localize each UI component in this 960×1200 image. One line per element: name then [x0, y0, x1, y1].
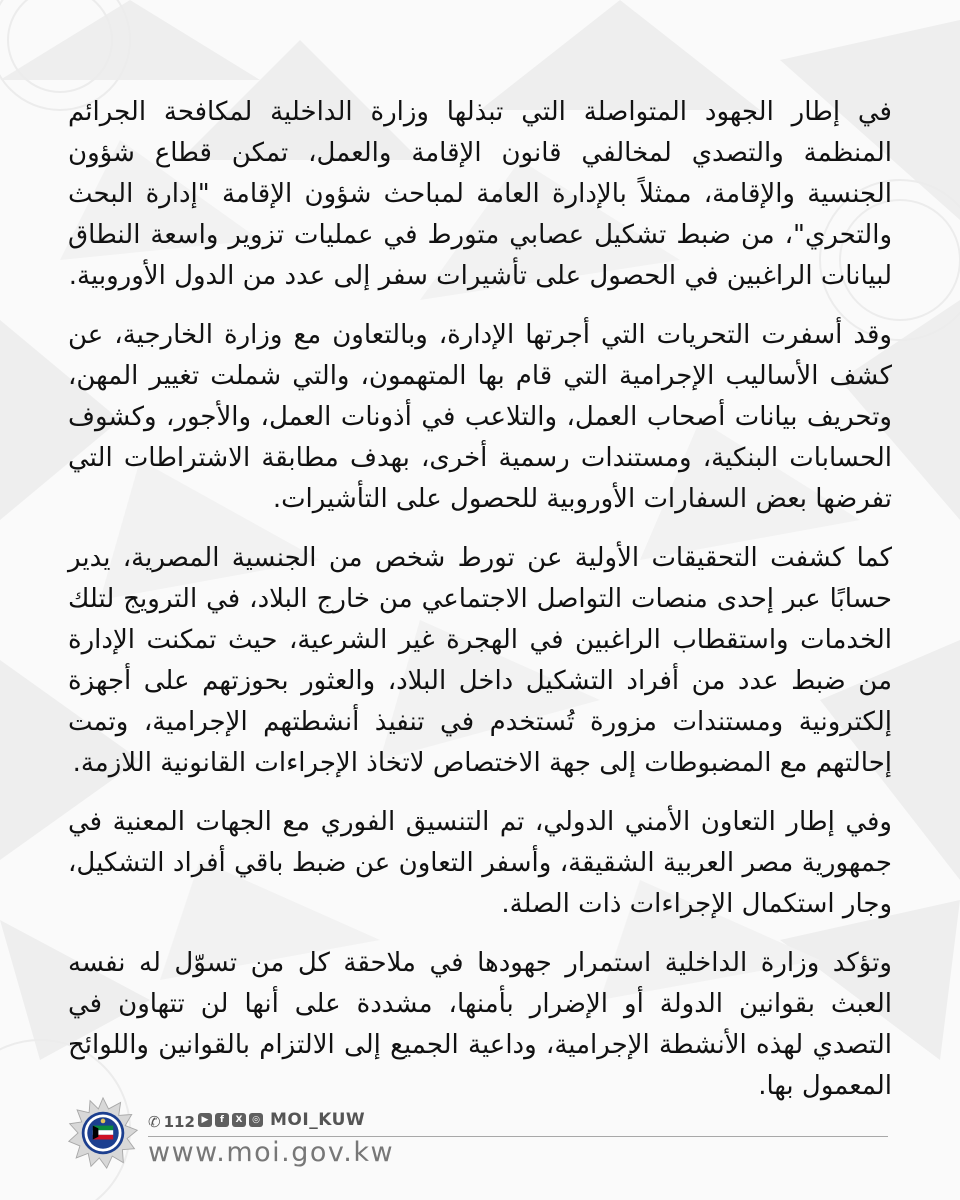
x-icon[interactable]: X [232, 1113, 246, 1127]
instagram-icon[interactable]: ◎ [249, 1113, 263, 1127]
footer [0, 1080, 960, 1200]
article-paragraph: كما كشفت التحقيقات الأولية عن تورط شخص من الجنسية المصرية، يدير حسابًا عبر إحدى منصات التواصل الاجتماعي من خارج البلاد، في الترويج لتلك الخدمات واستقطاب الراغبين في الهجرة غير الشرعية، حيث تمكنت الإدارة من ضبط عدد من أفراد التشكيل داخل البلاد، والعثور بحوزتهم على أجهزة إلكترونية ومستندات مزورة تُستخدم في تنفيذ أنشطتهم الإجرامية، وتمت إحالتهم مع المضبوطات إلى جهة الاختصاص لاتخاذ الإجراءات القانونية اللازمة. [68, 543, 892, 778]
social-icons [198, 1113, 263, 1127]
emergency-phone [148, 1113, 195, 1131]
website-link[interactable]: www.moi.gov.kw [148, 1137, 395, 1168]
article-paragraph: وتؤكد وزارة الداخلية استمرار جهودها في ملاحقة كل من تسوّل له نفسه العبث بقوانين الدولة أو الإضرار بأمنها، مشددة على أنها لن تتهاون في التصدي لهذه الأنشطة الإجرامية، وداعية الجميع إلى الالتزام بالقوانين واللوائح المعمول بها. [68, 948, 892, 1101]
article-paragraph: وقد أسفرت التحريات التي أجرتها الإدارة، وبالتعاون مع وزارة الخارجية، عن كشف الأساليب الإجرامية التي قام بها المتهمون، والتي شملت تغيير المهن، وتحريف بيانات أصحاب العمل، والتلاعب في أذونات العمل، والأجور، وكشوف الحسابات البنكية، ومستندات رسمية أخرى، بهدف مطابقة الاشتراطات التي تفرضها بعض السفارات الأوروبية للحصول على التأشيرات. [68, 320, 892, 514]
article-body [68, 92, 892, 1125]
social-handle[interactable]: MOI_KUW [270, 1110, 366, 1130]
facebook-icon[interactable]: f [215, 1113, 229, 1127]
article-paragraph: في إطار الجهود المتواصلة التي تبذلها وزارة الداخلية لمكافحة الجرائم المنظمة والتصدي لمخالفي قانون الإقامة والعمل، تمكن قطاع شؤون الجنسية والإقامة، ممثلاً بالإدارة العامة لمباحث شؤون الإقامة "إدارة البحث والتحري"، من ضبط تشكيل عصابي متورط في عمليات تزوير واسعة النطاق لبيانات الراغبين في الحصول على تأشيرات سفر إلى عدد من الدول الأوروبية. [68, 97, 892, 291]
youtube-icon[interactable]: ▶ [198, 1113, 212, 1127]
phone-number: 112 [163, 1113, 195, 1131]
kuwait-police-emblem-icon [66, 1096, 140, 1170]
phone-icon: ✆ [148, 1113, 161, 1131]
article-paragraph: وفي إطار التعاون الأمني الدولي، تم التنسيق الفوري مع الجهات المعنية في جمهورية مصر العربية الشقيقة، وأسفر التعاون عن ضبط باقي أفراد التشكيل، وجار استكمال الإجراءات ذات الصلة. [68, 807, 892, 919]
